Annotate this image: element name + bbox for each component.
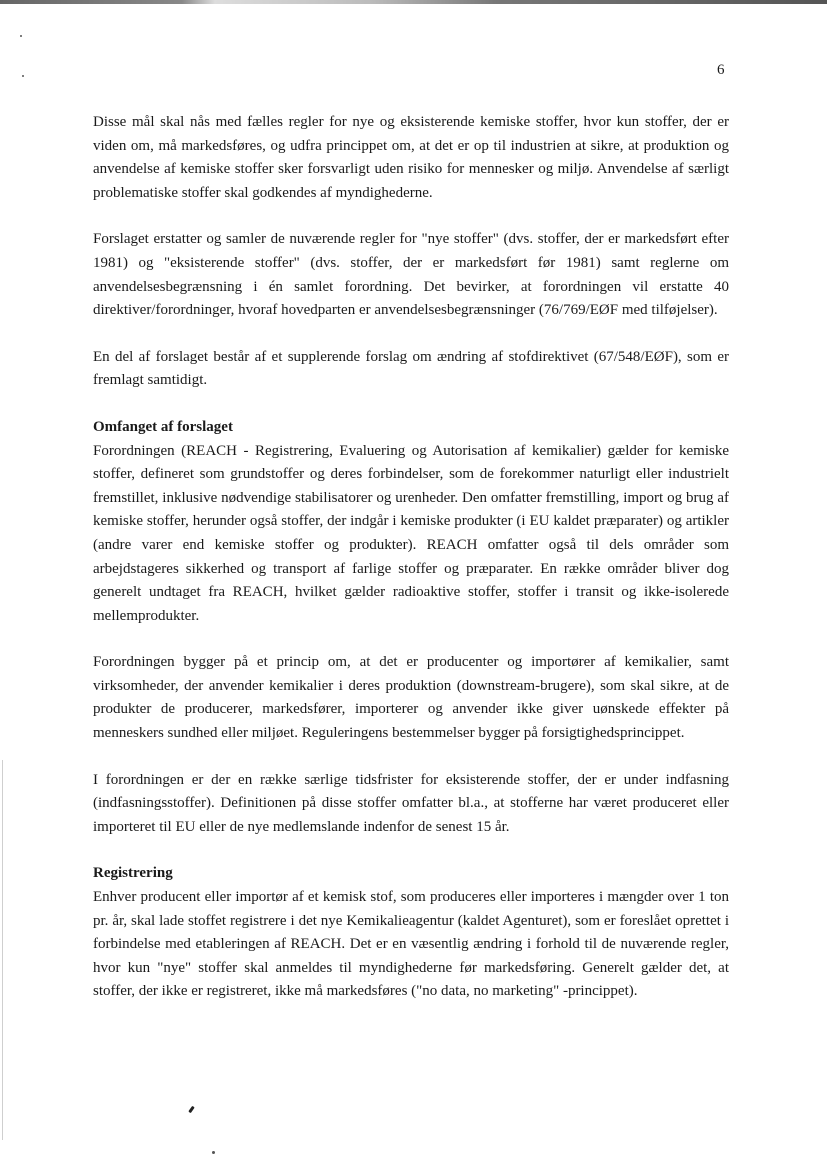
scan-speck [20, 35, 22, 37]
scan-left-edge [2, 760, 3, 1140]
scope-paragraph-3: I forordningen er der en række særlige tidsfrister for eksisterende stoffer, der er under indfasning (indfasningsstoffer). Definitionen på disse stoffer omfatter bl.a., at stofferne har været produceret eller importeret til EU eller de nye medlemslande indenfor de senest 15 år. [93, 771, 729, 835]
intro-paragraph-3: En del af forslaget består af et supplerende forslag om ændring af stofdirektivet (67/548/EØF), som er fremlagt samtidigt. [93, 348, 729, 389]
registration-paragraph-1: Enhver producent eller importør af et kemisk stof, som produceres eller importeres i mængder over 1 ton pr. år, skal lade stoffet registrere i det nye Kemikalieagentur (kaldet Agenturet), som er foreslået oprettet i forbindelse med etableringen af REACH. Det er en væsentlig ændring i forhold til de nuværende regler, hvor kun "nye" stoffer skal anmeldes til myndighederne før markedsføring. Generelt gælder det, at stoffer, der ikke er registreret, ikke må markedsføres ("no data, no marketing" -princippet). [93, 889, 729, 1000]
scan-top-edge [0, 0, 827, 4]
document-body [93, 111, 729, 1027]
scan-speck [22, 75, 24, 77]
intro-paragraph-2: Forslaget erstatter og samler de nuværende regler for "nye stoffer" (dvs. stoffer, der er markedsført efter 1981) og "eksisterende stoffer" (dvs. stoffer, der er markedsført før 1981) samt reglerne om anvendelsesbegrænsning i én samlet forordning. Det bevirker, at forordningen vil erstatte 40 direktiver/forordninger, hvoraf hovedparten er anvendelsesbegrænsninger (76/769/EØF med tilføjelser). [93, 231, 729, 319]
scope-paragraph-2: Forordningen bygger på et princip om, at det er producenter og importører af kemikalier, samt virksomheder, der anvender kemikalier i deres produktion (downstream-brugere), som skal sikre, at de produkter de producerer, markedsfører, importerer og anvender ikke giver uønskede effekter på menneskers sundhed eller miljøet. Reguleringens bestemmelser bygger på forsigtighedsprincippet. [93, 654, 729, 742]
intro-paragraph-1: Disse mål skal nås med fælles regler for nye og eksisterende kemiske stoffer, hvor kun stoffer, der er viden om, må markedsføres, og udfra princippet om, at det er op til industrien at sikre, at produktion og anvendelse af kemiske stoffer sker forsvarligt uden risiko for mennesker og miljø. Anvendelse af særligt problematiske stoffer skal godkendes af myndighederne. [93, 114, 729, 201]
registration-heading: Registrering [93, 865, 173, 882]
pen-mark [188, 1106, 194, 1113]
scan-speck [212, 1151, 215, 1154]
scope-paragraph-1: Forordningen (REACH - Registrering, Evaluering og Autorisation af kemikalier) gælder for kemiske stoffer, defineret som grundstoffer og deres forbindelser, som de forekommer naturligt eller industrielt fremstillet, inklusive nødvendige stabilisatorer og urenheder. Den omfatter fremstilling, import og brug af kemiske stoffer, herunder også stoffer, der indgår i kemiske produkter (i EU kaldet præparater) og artikler (andre varer end kemiske stoffer og produkter). REACH omfatter også til dels områder som arbejdstageres sikkerhed og transport af farlige stoffer og præparater. En række områder bliver dog generelt undtaget fra REACH, hvilket gælder radioaktive stoffer, stoffer i transit og ikke-isolerede mellemprodukter. [93, 442, 729, 624]
page-number: 6 [717, 62, 725, 78]
scope-heading: Omfanget af forslaget [93, 418, 233, 435]
